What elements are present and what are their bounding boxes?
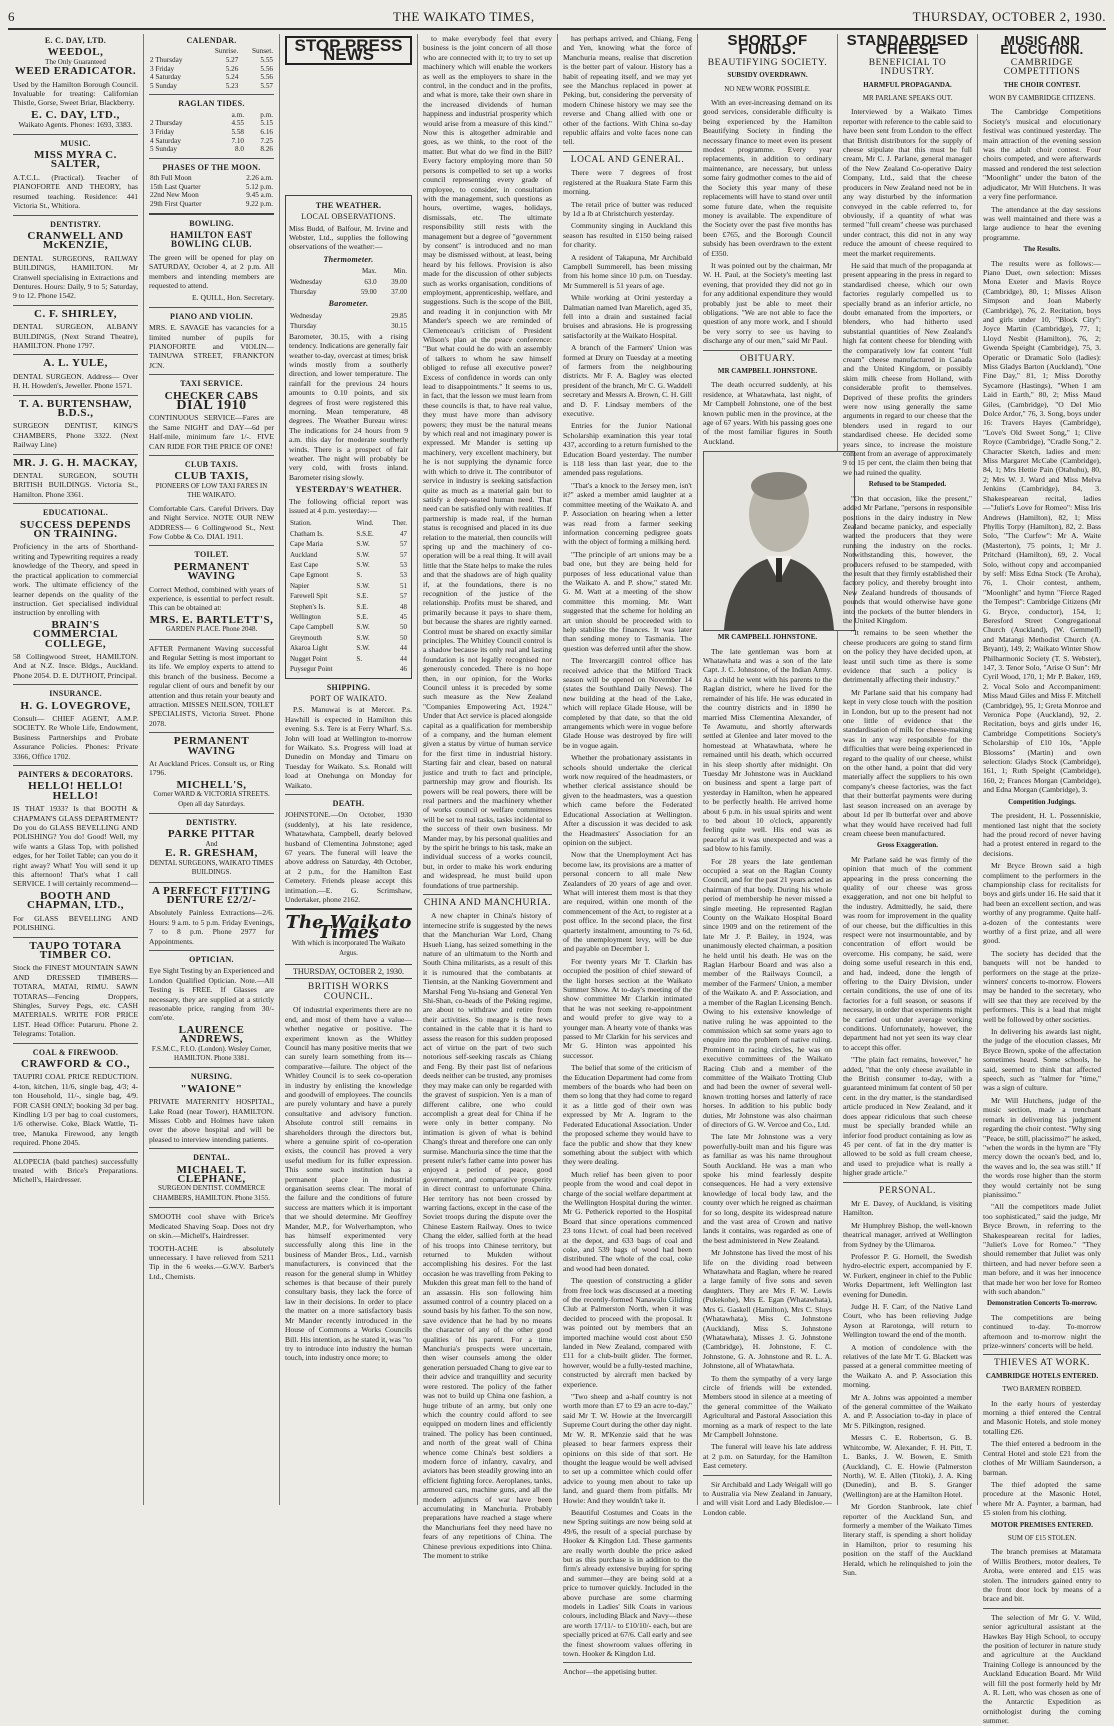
ad-title: SUCCESS DEPENDS ON TRAINING. (19, 518, 132, 541)
ad-text: 58 Collingwood Street, HAMILTON. And at N.Z. Insce. Bldgs., Auckland. Phone 2054. D. E. DUTHOIT, Principal. (13, 651, 138, 680)
masthead-rule (8, 28, 1106, 30)
article-title: MUSIC AND ELOCUTION. (1000, 33, 1084, 58)
masthead (8, 8, 1106, 26)
article-text: "On that occasion, like the present," added Mr Parlane, "persons in responsible positions in the dairy industry in New Zealand became panicky, and especially wanted the producers that they were running the industry on the rocks. Notwithstanding this, however, the producers refused to be stampeded, with the result that they firmly established their factory policy, and thereby brought into New Zealand hundreds of thousands of pounds that would otherwise have gone into the pockets of the butter blenders in the United Kingdom. (843, 493, 972, 625)
ad-text: ALOPECIA (bald patches) successfully treated with Brice's Preparations. Michell's, Hairdresser. (13, 1156, 138, 1185)
weather-station-row: Wellington S.E. 45 (290, 613, 407, 622)
paper-date: THURSDAY, OCTOBER 2, 1930. (912, 9, 1106, 24)
section-heading: MUSIC. (60, 138, 91, 148)
section-heading: BOWLING. (189, 218, 234, 228)
ad-title: CRAWFORD & CO., (21, 1057, 130, 1070)
ad-title: LAURENCE ANDREWS, (178, 1023, 245, 1046)
ad-title: MICHAEL T. CLEPHANE, (176, 1163, 247, 1186)
anchor-ad: Anchor—the appetising butter. (563, 1667, 657, 1677)
yesterday-weather-table: Station. Wind. Ther. Chatham Is. S.S.E. 47 Cape Maria S.W. 57 Auckland S.W. 57 East Cape S.W. 53 Cape Egmont S. 53 Napier S.W. 51 Farewell Spit S.E. 57 Stephen's Is. S.E. 48 Wellington S.E. 45 Cape Campbell S.W. 50 Greymouth S.W. 50 Akaroa Light S.W. 44 Nugget Point S. 44 Puysegur Point 46 (290, 519, 407, 674)
ad-text: The green will be opened for play on SATURDAY, October 4, at 2 p.m. All members and intending members are requested to attend. (149, 252, 274, 290)
personal-item: Mr A. Johns was appointed a member of the general committee of the Waikato A. and P. Association to-day in place of Mr S. Pilkington, resigned. (843, 1392, 972, 1430)
local-news-item: Whether the probationary assistants in schools should undertake the clerical work now required of the headmasters, or whether clerical assistance should be given to the headmasters, was a question which came before the Federated Educational Association at Wellington. After a discussion it was decided to ask the Headmasters' Association for an opinion on the subject. (563, 753, 692, 847)
local-news-item: "Two sheep and a-half country is not worth more than £7 to £9 an acre to-day," said Mr T. W. Howie at the Invercargill Supreme Court during the other day night. Mr W. R. M'Kenzie said that he was pleased to hear farmers express their opinions on this side of that sort. He thought the league would be well advised to set up a committee which could offer advice to young men about to take up land, and guard them from pitfalls. Mr Howie: And they wouldn't take it. (563, 1392, 692, 1505)
weather-station-row: Akaroa Light S.W. 44 (290, 644, 407, 653)
article-text: To them the sympathy of a very large circle of friends will be extended. Members stood in silence at a meeting of the general committee of the Waikato Agricultural and Pastoral Association this morning as a mark of respect to the late Mr Campbell Johnstone. (703, 1373, 832, 1439)
ad-title: "WAIONE" (180, 1082, 243, 1095)
article-text: The late Mr Johnstone was a very powerfully-built man and his figure was as familiar as was his name throughout South Auckland. He was a man who spoke his mind fearlessly despite consequences. He had a very extensive knowledge of local body law, and the county over which he reigned as chairman for so long, despite its widespread nature and the vast area of Crown and native lands it contains, was regarded as one of the best administered in New Zealand. (703, 1132, 832, 1245)
personal-item: Mr Gordon Stanbrook, late chief reporter of the Auckland Sun, and formerly a member of the Waikato Times literary staff, is spending a short holiday in Hamilton, prior to resuming his position on the staff of the Auckland Herald, which he relinquished to join the Sun. (843, 1502, 972, 1577)
local-news-item: A resident of Takapuna, Mr Archibald Campbell Summerell, has been missing from his home since 10 p.m. on Tuesday. Mr Summerell is 51 years of age. (563, 252, 692, 290)
section-heading: OPTICIAN. (189, 954, 234, 964)
section-heading: INSURANCE. (49, 689, 102, 699)
ad-title: PERMANENT WAVING (173, 735, 250, 757)
article-title: CHINA AND MANCHURIA. (423, 897, 552, 908)
article-text: The late gentleman was born at Whatawhata and was a son of the late Capt. J. C. Johnstone, of the Indian Army. As a child he went with his parents to the Raglan district, where he lived for the remainder of his life. He was educated in the country districts and in 1890 he married Miss Clementina Alexander, of Te Awamutu, and shortly afterwards settled at Glenlee and later moved to the homestead at Whatawhata, where he remained until his death, which occurred in his sleep shortly after midnight. On Tuesday Mr Johnstone was in Auckland on business and spent a large part of yesterday in Hamilton, when he appeared to be perfectly health. He arrived home about 6 p.m. in his usual spirits and went to bed about 10 o'clock, apparently feeling quite well. His end was as peaceful as it was unexpected and was a sad blow to his family. (703, 646, 832, 854)
editorial-date: THURSDAY, OCTOBER 2, 1930. (285, 964, 412, 979)
article-text: He said that much of the propaganda at present appearing in the press in regard to standardised cheese, which our own factories regularly compelled us to specially brand as an inferior article, no doubt emanated from the importers, or blenders, who had hitherto used substantial quantities of New Zealand's high fat content cheese for blending with the comparatively low fat content "full cream" cheese manufactured in Canada and the United Kingdom, or possibly skim milk cheese from Holland, with considerable profit to themselves. Deprived of these profits the grinders were now using generally the same arguments in regard to our cheese that the blenders used in regard to our standardised cheese. He decided some years since, to increase the moisture content from an average of approximately 9 to 15 per cent, the claim then being that we had ruined the quality. (843, 260, 972, 477)
section-heading: DENTISTRY. (186, 818, 237, 828)
ad-text: DENTAL SURGEON. Address— Over H. H. Howden's, Jeweller. Phone 1571. (13, 371, 138, 391)
article-text: In the early hours of yesterday morning a thief entered the Central and Masonic Hotels, and stole money totalling £26. (983, 1398, 1101, 1436)
article-text: The thief adopted the same procedure at the Masonic Hotel, where Mr A. Paynter, a barman, had £5 stolen from his clothing. (983, 1479, 1101, 1518)
weather-station-row: Cape Maria S.W. 57 (290, 540, 407, 549)
article-text: Mr Parlane said he was firmly of the opinion that much of the comment appearing in the press concerning the quality of our cheese was gross exaggeration, and not one bit helpful to the industry. Admittedly, he said, there was room for improvement in the quality of our cheese, but the difficulties in this respect were not insurmountable, and by concentration of effort would be overcome. His company, he said, were doing some useful research in this end, and had, indeed, done the length of offering to the Dairy Division, under certain conditions, the use of one of its factories for a full season, or seasons if necessary, in order that experiments might be carried out under average working conditions. Unfortunately, however, the department had not yet seen its way clear to accept this offer. (843, 854, 972, 1052)
ad-title: BRAIN'S COMMERCIAL COLLEGE, (32, 618, 119, 650)
article-text: "It remains to be seen whether the cheese producers are going to stand firm on the policy they have decided upon, at least until such time as there is some evidence that such a policy is detrimentally affecting their industry." (843, 628, 972, 685)
ad-title: CHECKER CABS (164, 389, 259, 402)
ad-title: PARKE PITTAR (167, 828, 256, 841)
column-2-calendar-ads: CALENDAR. Sunrise. Sunset. 2 Thursday 5.27 5.55 3 Friday 5.26 5.56 4 Saturday 5.24 5.56 5 Sunday 5.23 5.57 RAGLAN TIDES. a.m. p.m. 2 Thursday 4.55 5.15 3 Friday 5.58 6.16 4 Saturday 7.10 7.25 5 Sunday 8.0 8.26 PHASES OF THE MOON. 8th Full Moon 2.26 a.m. 15th Last Quarter 5.12 p.m. 22nd New Moon 9.45 a.m. 29th First Quarter 9.22 p.m. BOWLING. HAMILTON EAST BOWLING CLUB. The green will be opened for play on SATURDAY, October 4, at 2 p.m. All members and intending members are requested to attend. E. QUILL, Hon. Secretary. PIANO AND VIOLIN. MRS. E. SAVAGE has vacancies for a limited number of pupils for PIANOFORTE and VIOLIN—TAINUWA STREET, FRANKTON JCN. TAXI SERVICE. CHECKER CABS DIAL 1910 CONTINUOUS SERVICE—Fares are the Same NIGHT and DAY—6d per Half-mile, minimum fare 1/-. FIVE CAN RIDE FOR THE PRICE OF ONE! CLUB TAXIS. CLUB TAXIS, PIONEERS OF LOW TAXI FARES IN THE WAIKATO. Comfortable Cars. Careful Drivers. Day and Night Service. NOTE OUR NEW ADDRESS— 6 Collingwood St., Next Fow Cobbe & Co. DIAL 1911. TOILET. PERMANENT WAVING Correct Method, combined with years of experience, is essential to perfect result. This can be obtained at: MRS. E. BARTLETT'S, GARDEN PLACE. Phone 2048. AFTER Permanent Waving successful and Regular Setting is most important to its life. We employ experts to attend to this branch of the business. Become a regular client of ours and benefit by our attention and thus retain your beauty and attraction. MISSES NEILSON, TOILET SPECIALISTS, Victoria Street. Phone 2078. PERMANENT WAVING At Auckland Prices. Consult us, or Ring 1796. MICHELL'S, Corner WARD & VICTORIA STREETS. Open all day Saturdays. DENTISTRY. PARKE PITTAR And E. R. GRESHAM, DENTAL SURGEONS, WAIKATO TIMES BUILDINGS. A PERFECT FITTING DENTURE £2/2/- Absolutely Painless Extractions—2/6. Hours: 9 a.m. to 5 p.m. Friday Evenings, 7 to 8 p.m. Phone 2977 for Appointments. OPTICIAN. Eye Sight Testing by an Experienced and London Qualified Optician. Note.—All Testing is FREE. If Glasses are necessary, they are supplied at a strictly reasonable price, ranging from 30/- com'ete. LAURENCE ANDREWS, F.S.M.C., F.I.O. (London). Wesley Corner, HAMILTON. Phone 3381. NURSING. "WAIONE" PRIVATE MATERNITY HOSPITAL, Lake Road (near Tower), HAMILTON. Misses Cobb and Holmes have taken over the above hospital and will be pleased to interview intending patients. DENTAL. MICHAEL T. CLEPHANE, SURGEON DENTIST. COMMERCE CHAMBERS, HAMILTON. Phone 3155. SMOOTH cool shave with Brice's Medicated Shaving Soap. Does not dry on skin.—Michell's, Hairdresser. TOOTH-ACHE is absolutely unnecessary. I have relieved from 5211 Tip in the 6 weeks.—G.W.V. Barber's Ltd., Chemists. (144, 34, 280, 1505)
ad-text: PRIVATE MATERNITY HOSPITAL, Lake Road (near Tower), HAMILTON. Misses Cobb and Holmes have taken over the above hospital and will be pleased to interview intending patients. (149, 1097, 274, 1144)
section-heading: E. C. DAY, LTD. (44, 36, 107, 45)
section-heading: PAINTERS & DECORATORS. (18, 770, 133, 779)
ad-text: Comfortable Cars. Careful Drivers. Day and Night Service. NOTE OUR NEW ADDRESS— 6 Collingwood St., Next Fow Cobbe & Co. DIAL 1911. (149, 503, 274, 541)
article-title: LOCAL AND GENERAL. (570, 154, 685, 165)
ad-text: IS THAT 1933? Is that BOOTH & CHAPMAN'S GLASS DEPARTMENT? Do you do GLASS BEVELLING AND POLISHING? You do! Good! Well, my wife wants a Glass Top, with polished edges, for her Toilet Table; can you do it right away? What! You will send it up this afternoon! That's what I call SERVICE. I will certainly recommend— (13, 804, 138, 889)
article-text: "All the competitors made Juliet too sophisticated," said the judge, Mr Bryce Brown, in referring to the Shakespearean recital for ladies, "Juliet's Love for Romeo." "They should remember that Juliet was only thirteen, and had never before seen a man before, and it was her innocence that made her woo her love for Romeo with such abandon." (983, 1202, 1101, 1296)
local-news-item: The belief that some of the criticism of the Education Department had come from members of the boards who had been on them so long that they had come to regard it as a little god of their own was expressed by Mr A. Ingram to the Federated Educational Association. Under the proposed scheme they would have to face the public and show that they knew something about the subject with which they were dealing. (563, 1063, 692, 1167)
article-text: Sir Archibald and Lady Weigall will go to Australia via New Zealand in January, and will visit Lord and Lady Bledisloe.—London cable. (703, 1479, 832, 1517)
ad-title: BOOTH AND CHAPMAN, LTD., (26, 889, 125, 912)
ad-title: TAUPO TOTARA TIMBER CO. (29, 939, 122, 961)
ad-title: A. L. YULE, (43, 357, 108, 370)
weather-station-row: Napier S.W. 51 (290, 581, 407, 590)
article-text: The president, H. L. Possenniskie, mentioned last night that the society had the proud record of never having had a protest entered in regard to the decisions. (983, 811, 1101, 858)
article-title: OBITUARY. (739, 353, 796, 364)
column-3-news: STOP PRESS NEWS THE WEATHER. LOCAL OBSERVATIONS. Miss Budd, of Balfour, M. Irvine and Webster, Ltd., supplies the following observations of the weather:— Thermometer. Max. Min. Wednesday 63.0 39.00 Thursday 59.00 37.00 Barometer. Wednesday 29.85 Thursday 30.15 Barometer, 30.15, with a rising tendency. Indications are generally fair weather to-day, overcast at times; brisk winds mostly from a southerly direction, and lower temperature. The rainfall for the previous 24 hours amounts to 0.10 points, and six degrees of frost were registered this morning. Mean temperature, 48 degrees. The Weather Bureau wires: The indications for 24 hours from 9 a.m. this day for moderate southerly winds. There is a prospect of fair weather. The night will probably be very cold, with frosts inland. Barometer rising slowly. YESTERDAY'S WEATHER. The following official report was issued at 4 p.m. yesterday:— Station. Wind. Ther. Chatham Is. S.S.E. 47 Cape Maria S.W. 57 Auckland S.W. 57 East Cape S.W. 53 Cape Egmont S. 53 Napier S.W. 51 Farewell Spit S.E. 57 Stephen's Is. S.E. 48 Wellington S.E. 45 Cape Campbell S.W. 50 Greymouth S.W. 50 Akaroa Light S.W. 44 Nugget Point S. 44 Puysegur Point 46 SHIPPING. PORT OF WAIKATO. P.S. Manuwai is at Mercer. P.s. Hawhill is expected in Hamilton this evening. S.s. Tere is at Ferry Wharf. S.s. John will load at Wellington to-morrow for Waikato. S.s. Progress will load at Dunedin on Monday and Timaru on Tuesday for Waikato. S.s. Ronald will load at Onehunga on Monday for Waikato. DEATH. JOHNSTONE.—On October, 1930 (suddenly), at his late residence, Whatawhata, Campbell, dearly beloved husband of Clementina Johnstone; aged 67 years. The funeral will leave the above address on Saturday, 4th October, at 2 p.m., for the Hamilton East Cemetery. Friends please accept this intimation.—E. G. Scrimshaw, Undertaker, phone 2162. The Waikato Times With which is incorporated The Waikato Argus. THURSDAY, OCTOBER 2, 1930. BRITISH WORKS COUNCIL. Of industrial experiments there are no end, and most of them have a value—whether negative or positive. The experiment known as the Whitley Council has many positive merits that we can surely learn something from its—comparative—failure. The object of the Whitley Council is to seek co-operation in industry by enlisting the knowledge and goodwill of employees. The councils are purely voluntary and have a purely consultative and advisory function. Absolute control still remains in shareholders through the directors but, where a genuine spirit of co-operation exists, the council has proved a very useful medium for its fuller expression. This some such institution has a permanent place in industrial organisation seems clear. The moral of the failure and the conditions of future success are matters which it is important that we should determine. Mr Geoffrey Mander, M.P., for Wolverhampton, who has himself experimented very successfully along this line in the business of Mander Bros., Ltd., varnish manufacturers, is convinced that the reason for the general slump in Whitley schemes is that because of their purely consultary basis, they lack the force of law in their decisions. In order to place the matter on a more satisfactory basis Mr Mander recently introduced in the House of Commons a Works Councils Bill. His intention, as he stated it, was "to try to introduce into industry the human touch, into industry once more; to (280, 34, 418, 1505)
weather-station-row: Auckland S.W. 57 (290, 550, 407, 559)
article-text: The thief entered a bedroom in the Central Hotel and stole £21 from the clothes of Mr William Saunderson, a barman. (983, 1439, 1101, 1477)
ad-text: SURGEON DENTIST, KING'S CHAMBERS, Phone 3322. (Next Railway Line) (13, 421, 138, 450)
local-news-item: "The principle of art unions may be a bad one, but they are being held for purposes of less educational value than the Waikato A. and P. show," stated Mr. G. M. Watt at a meeting of the show committee this morning. Mr. Watt suggested that the scheme for holding an art union should be proceeded with to help stabilise the finances. It was later than sending money to Tasmania. The question was deferred until after the show. (563, 549, 692, 653)
article-text: The competitions are being continued to-day. To-morrow afternoon and to-morrow night the prize-winners' concerts will be held. (983, 1312, 1101, 1351)
section-heading: CLUB TAXIS. (184, 460, 239, 470)
ad-title: MISS MYRA C. SALTER, (34, 149, 117, 171)
article-title: STANDARDISED CHEESE (846, 32, 969, 59)
personal-item: Mr E. Davey, of Auckland, is visiting Hamilton. (843, 1198, 972, 1218)
column-8-music: MUSIC AND ELOCUTION. CAMBRIDGE COMPETITIONS THE CHOIR CONTEST. WON BY CAMBRIDGE CITIZENS. The Cambridge Competitions Society's musical and elocutionary festival was continued yesterday. The main attraction of the evening session was the adult choir contest. Four choirs competed, and were afterwards massed and rendered the test selection "Moonlight" under the baton of the adjudicator, Mr Will Hutchens. It was a very fine performance. The attendance at the day sessions was well maintained and there was a large audience to hear the evening programme. The Results. The results were as follows:— Piano Duet, own selection: Misses Mona Exeter and Mavis Royce (Cambridge), 80, 1; Misses Alison Simpson and Joan Maberly (Cambridge), 76, 2. Recitation, boys and girls under 10, "Block City": Joyce Martin (Cambridge), 77, 1; Lloyd Nesbit (Hamilton), 76, 2; Gwenda Speight (Cambridge), 75, 3. Operatic or Dramatic Solo (ladies): Miss Gladys Barton (Auckland), "One Fine Day," 81, 1; Miss Dorothy Sycamore (Hastings), "When I am Laid in Earth," 80, 2; Miss Maud Giles, (Cambridge), "O Del Mio Dolce Ardor," 76, 3. Song, boys under 16: Travers Hayes (Cambridge), "Love's Old Sweet Song," 1; Clive Royce (Cambridge), "Cradle Song," 2. Character Sketch, ladies and men: Miss Margaret McCabe (Cambridge), 84, 1; Mrs Hettie Pain (Otahuhu), 80, 2; Mrs W. J. Ward and Miss Melva Jenkins (Cambridge), 84, 3. Shakespearean recital, ladies—"Juliet's Love for Romeo": Miss Iris Andrews (Hamilton), 82, 1; Miss Phyllis Torpy (Hamilton), 82, 2. Bass Solo, "The Curfew": Mr A. Waite (Masterton), 75 points, 1; Mr J. Pritchard (Hamilton), 69, 2. Vocal Solo, without copy and accompanied by self: Miss Edna Stock (Te Aroha), 76, 1. Choir contest, anthem, "Moonlight" and hymn "Fierce Raged the Tempest": Cambridge Citizens (Mr G. Bryce, conductor), 154, 1; Beresford Street Congregational Church (Auckland), (W. Gemmell) and Matangi Methodist Church (A. Bryant), 149, 2; Waikato Winter Show Philharmonic Society (T. S. Webster), 147, 3. Tenor Solo, "Arise O Sun": Mr Cyril Wood, 170, 1; Mr P. Baker, 169, 2. Vocal Solo and Accompaniment: Miss Maud Giles and Miss F. Mitchell (Cambridge), 95, 1; Greta Monroe and Veronica Pope (Auckland), 92, 2. Recitation, boys and girls under 16, Cambridge Competitions Society's Scholarship of £10 10s, "Apple Blossoms" (Martin) and own selection: Gladys Stock (Cambridge), 161, 1; Ruth Speight (Cambridge), 160, 2; Frances Morgan (Cambridge), and Edna Morgan (Cambridge), 3. Competition Judgings. The president, H. L. Possenniskie, mentioned last night that the society had the proud record of never having had a protest entered in regard to the decisions. Mr Bryce Brown said a high compliment to the performers in the championship class for recitalists for boys and girls under 16. He said that it had been an excellent section, and was worthy of any programme. Quite half-a-dozen of the contestants were worthy of a first prize, and all were good. The society has decided that the banquets will not be handed to performers on the stage at the prize-winners' concerts to-morrow. Flowers may be handed to the secretary, who will see that they are received by the performers. This is a lead that might well be followed by other societies. In delivering his awards last night, the judge of the elocution classes, Mr Bryce Brown, spoke of the affectation sometimes heard. Some schools, he said, seemed to think that affected speech, such as "talmer for "time," was a sign of culture. Mr Will Hutchens, judge of the music section, made a trenchant remark in delivering his judgment regarding the choir contest. "Why sing "Peace, be still, placissimo?" he asked, "when the words in the hymn are "Fly mercy down the ocean's bed, and lo, the waves and lo, the sea was still." If the words rose higher than the storm they would certainly not be sung pianissimo." "All the competitors made Juliet too sophisticated," said the judge, Mr Bryce Brown, in referring to the Shakespearean recital for ladies, "Juliet's Love for Romeo." "They should remember that Juliet was only thirteen, and had never before seen a man before, and it was her innocence that made her woo her love for Romeo with such abandon." Demonstration Concerts To-morrow. The competitions are being continued to-day. To-morrow afternoon and to-morrow night the prize-winners' concerts will be held. THIEVES AT WORK. CAMBRIDGE HOTELS ENTERED. TWO BARMEN ROBBED. In the early hours of yesterday morning a thief entered the Central and Masonic Hotels, and stole money totalling £26. The thief entered a bedroom in the Central Hotel and stole £21 from the clothes of Mr William Saunderson, a barman. The thief adopted the same procedure at the Masonic Hotel, where Mr A. Paynter, a barman, had £5 stolen from his clothing. MOTOR PREMISES ENTERED. SUM OF £15 STOLEN. The branch premises at Matamata of Willis Brothers, motor dealers, Te Aroha, were entered and £15 was stolen. The intruders gained entry to the front door lock by means of a brace and bit. The selection of Mr G. V. Wild, senior agricultural assistant at the Hawkes Bay High School, to occupy the position of lecturer in nature study and agriculture at the Auckland Training College is announced by the Auckland Education Board. Mr Wild will fill the post formerly held by Mr A. R. Lett, who was chosen as one of the Antarctic Expedition as ornithologist during the coming summer. (983, 33, 1101, 1726)
death-notice: JOHNSTONE.—On October, 1930 (suddenly), at his late residence, Whatawhata, Campbell, dearly beloved husband of Clementina Johnstone; aged 67 years. The funeral will leave the above address on Saturday, 4th October, at 2 p.m., for the Hamilton East Cemetery. Friends please accept this intimation.—E. G. Scrimshaw, Undertaker, phone 2162. (285, 810, 412, 905)
column-4-editorial (418, 34, 558, 1560)
article-title: PERSONAL. (879, 1185, 936, 1196)
local-news-item: The retail price of butter was reduced by 1d a lb at Christchurch yesterday. (563, 199, 692, 218)
article-text: The Cambridge Competitions Society's musical and elocutionary festival was continued yesterday. The main attraction of the evening session was the adult choir contest. Four choirs competed, and were afterwards massed and rendered the test selection "Moonlight" under the baton of the adjudicator, Mr Will Hutchens. It was a very fine performance. (983, 107, 1101, 202)
section-heading: EDUCATIONAL. (42, 508, 108, 518)
article-text: The death occurred suddenly, at his residence, at Whatawhata, last night, of Mr Campbell Johnstone, one of the best known public men in the province, at the age of 67 years. With his passing goes one of the most familiar figures in South Auckland. (703, 380, 832, 446)
weather-station-row: Stephen's Is. S.E. 48 (290, 602, 407, 611)
ad-title: H. G. LOVEGROVE, (20, 699, 131, 712)
weather-station-row: Greymouth S.W. 50 (290, 633, 407, 642)
article-text: Interviewed by a Waikato Times reporter with reference to the cable said to have been sent from London to the effect that British distributors for the supply of cheese stipulate that this must be full cream, Mr C. J. Parlane, general manager of the New Zealand Co-operative Dairy Company, Ltd., said that the cheese producers in New Zealand need not be in any way disturbed by the information conveyed in the cable referred to, for obviously, if a quantity of what was termed "full cream" cheese was purchased under contract, this did not in any way reduce the amount of cheese required to meet the market requirements. (843, 107, 972, 258)
local-items (563, 168, 692, 1658)
weather-station-row: Farewell Spit S.E. 57 (290, 592, 407, 601)
ad-text: TAUPIRI COAL PRICE REDUCTION. 4-ton, kitchen, 11/6, single bag, 4/3; 4-ton Household, 11/-, single bag, 4/9. FOR CASH ONLY; booking 3d per bag. Kindling 1/3 per bag to coal customers, 1/6 otherwise. Coke, Black Wattle, Ti-tree, Manuka Firewood, any length required. Phone 2045. (13, 1072, 138, 1148)
ad-text: DENTAL SURGEON, ALBANY BUILDINGS, (Next Strand Theatre), HAMILTON. Phone 1797. (13, 322, 138, 350)
ad-text: At Auckland Prices. Consult us, or Ring 1796. (149, 759, 274, 778)
section-heading: PHASES OF THE MOON. (162, 162, 261, 172)
article-text: to make everybody feel that every business is the joint concern of all those who are connected with it; to try to set up machinery which will enable the workers as well as the employers to share in the control, in the conduct and in the profits, and what is more, take their own share in the increased dividends of human happiness and industrial prosperity which would arise from a measure of this kind." Now this is altogether admirable and goes, as we think, to the root of the matter. But what do we find in the Bill? Every factory employing more than 50 persons is compelled to set up a works council representing every grade of employee, to consider, in consultation with the management, such questions as hours, overtime, wages, holidays, dismissals, etc. The ultimate responsibility still rests with the management but a degree of "government by consent" is introduced and no man may be dismissed without, at least, being heard by his fellows. Provision is also made for the discussion of other subjects such as works organisation, conditions of employment, apprenticeship, welfare, and suggestions. Such is the scope of the Bill, and reading it in conjunction with Mr Mander's speech we are reminded of Clemenceau's criticism of President Wilson's plan at the peace conference: "But what could he do with an assembly of talkers to whom he saw himself obliged to refuse all executive power? Excess of confidence in words can only lead to disappointments." It seems to us, in fact, that the lesson we must learn from these councils is that, to have real value, they must have more than advisory powers; they must be the natural means by which real and not imaginary power is expressed. Mr Mander is setting up machinery, very excellent machinery, but he is not supplying the dynamic force with which to drive it. The contributor of service in industry is seeking satisfaction quite as much as a material gain but to satisfy a deep-seated human need. That need can be satisfied only with realities. If partnership is made real, if the human status is recognised and placed in its due relation to the material, then councils will spring up and the machinery of co-operation will be a real thing. It will avail little that the State helps to make the rules and that the shadows are of high quality if, at the foundations, there is no recognition of the justice of the relationship. Profits must be shared, and primarily because it pays to share them, but because the shares are rightly earned. Control must be shared on exactly similar principles. The Whitley Council control is a shadow because its only real and lasting foundation is not legally recognised nor generously conceded. There is no hope then, in our opinion, for the Works Council unless it is preceded by some such measure as the New Zealand "Companies Empowering Act, 1924." Under that Act service is placed alongside capital as a qualification for membership of a company, and the human element given a status by virtue of human service for the first time in industrial history. Starting fair and clear, based on natural justice and truth to fact and principle, partnership may grow and flourish. Its powers will be real powers, there will be real partners and the machinery whether of works council or welfare committees will be set to real tasks, tasks incidental to the success of their own business. Mr Mander may, by his personal qualities and by the spirit he brings to his task, make an individual success of a works council, but, in order to make his work enduring and widespread, he must build upon foundations of true partnership. (423, 34, 552, 890)
ad-title: MICHELL'S, (176, 778, 247, 791)
ad-text: Eye Sight Testing by an Experienced and London Qualified Optician. Note.—All Testing is FREE. If Glasses are necessary, they are supplied at a strictly reasonable price, ranging from 30/- com'ete. (149, 966, 275, 1023)
ad-text: TOOTH-ACHE is absolutely unnecessary. I have relieved from 5211 Tip in the 6 weeks.—G.W.V. Barber's Ltd., Chemists. (149, 1243, 274, 1281)
ad-title: CRANWELL AND McKENZIE, (27, 229, 124, 252)
local-news-item: A branch of the Farmers' Union was formed at Drury on Tuesday at a meeting of farmers from the neighbouring districts. Mr F. A. Bagley was elected president of the branch, Mr C. G. Waddell secretary and Messrs A. Brown, C. H. Gill and D. F. Lindsay members of the executive. (563, 343, 692, 419)
stop-press-space (285, 71, 412, 191)
ad-title: PERMANENT WAVING (173, 560, 250, 583)
portrait-illustration (704, 452, 854, 630)
weather-station-row: Chatham Is. S.S.E. 47 (290, 529, 407, 538)
ad-text: DENTAL SURGEON, SOUTH BRITISH BUILDINGS. Victoria St., Hamilton. Phone 3361. (13, 471, 138, 499)
sunrise-table: Sunrise. Sunset. 2 Thursday 5.27 5.55 3 Friday 5.26 5.56 4 Saturday 5.24 5.56 5 Sunday 5.23 5.57 (150, 47, 273, 90)
weather-station-row: Cape Campbell S.W. 50 (290, 623, 407, 632)
column-7-cheese: STANDARDISED CHEESE BENEFICIAL TO INDUSTRY. HARMFUL PROPAGANDA. MR PARLANE SPEAKS OUT. Interviewed by a Waikato Times reporter with reference to the cable said to have been sent from London to the effect that British distributors for the supply of cheese stipulate that this must be full cream, Mr C. J. Parlane, general manager of the New Zealand Co-operative Dairy Company, Ltd., said that the cheese producers in New Zealand need not be in any way disturbed by the information conveyed in the cable referred to, for obviously, if a quantity of what was termed "full cream" cheese was purchased under contract, this did not in any way reduce the amount of cheese required to meet the market requirements. He said that much of the propaganda at present appearing in the press in regard to standardised cheese, which our own factories regularly compelled us to specially brand as an inferior article, no doubt emanated from the importers, or blenders, who had hitherto used substantial quantities of New Zealand's high fat content cheese for blending with the comparatively low fat content "full cream" cheese manufactured in Canada and the United Kingdom, or possibly skim milk cheese from Holland, with considerable profit to themselves. Deprived of these profits the grinders were now using generally the same arguments in regard to our cheese that the blenders used in regard to our standardised cheese. He decided some years since, to increase the moisture content from an average of approximately 9 to 15 per cent, the claim then being that we had ruined the quality. Refused to be Stampeded. "On that occasion, like the present," added Mr Parlane, "persons in responsible positions in the dairy industry in New Zealand became panicky, and especially wanted the producers that they were running the industry on the rocks. Notwithstanding this, however, the producers refused to be stampeded, with the result that they firmly established their factory policy, and thereby brought into New Zealand hundreds of thousands of pounds that would otherwise have gone into the pockets of the butter blenders in the United Kingdom. "It remains to be seen whether the cheese producers are going to stand firm on the policy they have decided upon, at least until such time as there is some evidence that such a policy is detrimentally affecting their industry." Mr Parlane said that his company had kept in very close touch with the position in London, but up to the present had not one little of evidence that the standardisation of milk for cheese-making was in any way responsible for the difficulties that were being experienced in regard to the quality of our cheese, whilst on the other hand, a point that did very materially affect the suppliers to his own company's cheese factories, was the fact that their butterfat payments were during last season increased on an average by about 1d per lb butterfat over and above what they would have received had full cream cheese been manufactured. Gross Exaggeration. Mr Parlane said he was firmly of the opinion that much of the comment appearing in the press concerning the quality of our cheese was gross exaggeration, and not one bit helpful to the industry. Admittedly, he said, there was room for improvement in the quality of our cheese, but the difficulties in this respect were not insurmountable, and by concentration of effort would be overcome. His company, he said, were doing some useful research in this end, and had, indeed, done the length of offering to the Dairy Division, under certain conditions, the use of one of its factories for a full season, or seasons if necessary, in order that experiments might be carried out under average working conditions. Unfortunately, however, the department had not yet seen its way clear to accept this offer. "The plain fact remains, however," he added, "that the only cheese available in the British consumer to-day, with a guaranteed minimum fat content of 50 per cent. in the dry matter, is the standardised article produced in New Zealand, and it does appear ridiculous that such cheese must be specially branded while an inferior food product containing as low as 45 per cent. of fat in the dry matter is allowed to be sold as full cream cheese, and used to prejudice what is really a higher grade article." PERSONAL. Mr E. Davey, of Auckland, is visiting Hamilton. Mr Humphrey Bishop, the well-known theatrical manager, arrived at Wellington from Sydney by the Ulimaroa. Professor P. G. Hornell, the Swedish hydro-electric expert, accompanied by F. W. Furkert, engineer in chief to the Public Works Department, left Wellington last evening for Dunedin. Judge H. F. Carr, of the Native Land Court, who has been relieving Judge Ayson at Rarotonga, will return to Wellington toward the end of the month. A motion of condolence with the relatives of the late Mr T. G. Blackett was passed at a general committee meeting of the Waikato A. and P. Association this morning. Mr A. Johns was appointed a member of the general committee of the Waikato A. and P. Association to-day in place of Mr S. Pilkington, resigned. Messrs C. E. Robertson, G. B. Whitcombe, W. Alexander, F. H. Pitt, T. L. Banks, J. W. Bowen, E. Smith (Auckland), C. E. Howie (Palmerston North), W. E. Allen (Titoki), J. A. King (Dunedin), and B. S. Granger (Wellington) are at the Hamilton Hotel. Mr Gordon Stanbrook, late chief reporter of the Auckland Sun, and formerly a member of the Waikato Times literary staff, is spending a short holiday in Hamilton, prior to resuming his position on the staff of the Auckland Herald, which he relinquished to join the Sun. (838, 34, 978, 1505)
local-news-item: Community singing in Auckland this season has resulted in £150 being raised for charity. (563, 221, 692, 250)
shipping-text: P.S. Manuwai is at Mercer. P.s. Hawhill is expected in Hamilton this evening. S.s. Tere is at Ferry Wharf. S.s. John will load at Wellington to-morrow for Waikato. S.s. Progress will load at Dunedin on Monday and Timaru on Tuesday for Waikato. S.s. Ronald will load at Onehunga on Monday for Waikato. (285, 705, 412, 790)
stop-press-banner: STOP PRESS NEWS (285, 36, 412, 65)
ad-text: Consult— CHIEF AGENT, A.M.P. SOCIETY. Re Whole Life, Endowment, Business Partnerships and Probate Assurance Policies. Phones: Private 3366, Office 1702. (13, 713, 138, 761)
article-text: Of industrial experiments there are no end, and most of them have a value—whether negative or positive. The experiment known as the Whitley Council has many positive merits that we can surely learn something from its—comparative—failure. The object of the Whitley Council is to seek co-operation in industry by enlisting the knowledge and goodwill of employees. The councils are purely voluntary and have a purely consultative and advisory function. Absolute control still remains in shareholders through the directors but, where a genuine spirit of co-operation exists, the council has proved a very useful medium for its fuller expression. This some such institution has a permanent place in industrial organisation seems clear. The moral of the failure and the conditions of future success are matters which it is important that we should determine. Mr Geoffrey Mander, M.P., for Wolverhampton, who has himself experimented very successfully along this line in the business of Mander Bros., Ltd., varnish manufacturers, is convinced that the reason for the general slump in Whitley schemes is that because of their purely consultary basis, they lack the force of law in their decisions. In order to place the matter on a more satisfactory basis Mr Mander recently introduced in the House of Commons a Works Councils Bill. His intention, as he stated it, was "to try to introduce into industry the human touch, into industry once more; to (285, 1005, 412, 1363)
section-heading: PIANO AND VIOLIN. (170, 311, 253, 321)
weather-station-row: Cape Egmont S. 53 (290, 571, 407, 580)
ad-title: HAMILTON EAST BOWLING CLUB. (170, 229, 253, 250)
article-text: In delivering his awards last night, the judge of the elocution classes, Mr Bryce Brown, spoke of the affectation sometimes heard. Some schools, he said, seemed to think that affected speech, such as "talmer for "time," was a sign of culture. (983, 1027, 1101, 1093)
ad-title: MRS. E. BARTLETT'S, (149, 613, 274, 626)
ad-text: Absolutely Painless Extractions—2/6. Hours: 9 a.m. to 5 p.m. Friday Evenings, 7 to 8 p.m. Phone 2977 for Appointments. (149, 908, 274, 946)
section-heading: RAGLAN TIDES. (178, 99, 245, 109)
personal-item: A motion of condolence with the relatives of the late Mr T. G. Blackett was passed at a general committee meeting of the Waikato A. and P. Association this morning. (843, 1342, 972, 1390)
column-6-obituary: SHORT OF FUNDS. BEAUTIFYING SOCIETY. SUBSIDY OVERDRAWN. NO NEW WORK POSSIBLE. With an ever-increasing demand on its good services, considerable difficulty is being experienced by the Hamilton Beautifying Society in finding the necessary finance to meet even its present modest programme. Every year replacements, in addition to ordinary maintenance, are necessary, but unless some fairy godmother comes to the aid of the Society this year many of these replacements will have to stand over until some future date, when the requisite money is available. The expenditure of the Society over the past five months has been £765, and the Borough Council subsidy has been overdrawn to the extent of £350. It was pointed out by the chairman, Mr W. H. Paul, at the Society's meeting last evening, that provided they did not go in for any additional expenditure they would probably just be able to meet their obligations. "We are not able to face the question of any more work, and I should be very sorry to see us having to discharge any of our men," said Mr Paul. OBITUARY. MR CAMPBELL JOHNSTONE. The death occurred suddenly, at his residence, at Whatawhata, last night, of Mr Campbell Johnstone, one of the best known public men in the province, at the age of 67 years. With his passing goes one of the most familiar figures in South Auckland. MR CAMPBELL JOHNSTONE. The late gentleman was born at Whatawhata and was a son of the late Capt. J. C. Johnstone, of the Indian Army. As a child he went with his parents to the Raglan district, where he lived for the remainder of his life. He was educated in the country districts and in 1890 he married Miss Clementina Alexander, of Te Awamutu, and shortly afterwards settled at Glenlee and later moved to the homestead at Whatawhata, where he remained until his death, which occurred in his sleep shortly after midnight. On Tuesday Mr Johnstone was in Auckland on business and spent a large part of yesterday in Hamilton, when he appeared to be perfectly health. He arrived home about 6 p.m. in his usual spirits and went to bed about 10 o'clock, apparently feeling quite well. His end was as peaceful as it was unexpected and was a sad blow to his family. For 28 years the late gentleman occupied a seat on the Raglan County Council, and for the past 21 years acted as chairman of that body. During his whole period of membership he never missed a single meeting. He represented Raglan County on the Waikato Hospital Board since 1909 and on the retirement of the late Mr J. P. Bailey, in 1924, was unanimously elected chairman, a position he held until his death. He was on the Raglan Harbour Board and was also a member of the Railways Council, a member of the Farmers' Union, a member of the Waikato A. and P. Association, and a member of the Raglan Licensing Bench. Owing to his extensive knowledge of native ruling he was appointed to the commission which sat some years ago to enquire into the problem of native ruling. Prominent in racing circles, he was on executive committees of the Waikato Racing Club and a member of the committee of the Waikato Trotting Club and had been the owner of several well-known trotting horses and latterly of race horses. In addition to his public body duties, Mr Johnstone was also chairman of directors of G. W. Vercoe and Co., Ltd. The late Mr Johnstone was a very powerfully-built man and his figure was as familiar as was his name throughout South Auckland. He was a man who spoke his mind fearlessly despite consequences. He had a very extensive knowledge of local body law, and the county over which he reigned as chairman for so long, despite its widespread nature and the vast area of Crown and native lands it contains, was regarded as one of the best administered in New Zealand. Mr Johnstone has lived the most of his life on the dividing road between Whatawhata and Raglan, where he reared a large family of five sons and seven daughters. They are Mrs F. W. Lewis (Pukekohe), Mrs E. Egan (Whatawhata), Mrs G. Gaskell (Hamilton), Mrs C. Sluys (Whatawhata), Miss C. Johnstone (Auckland), Miss S. Johnstone (Whatawhata), Misses J. G. Johnstone (Cambridge), H. Johnstone, F. C. Johnstone, G. A. Johnstone and R. L. A. Johnstone, all of Whatawhata. To them the sympathy of a very large circle of friends will be extended. Members stood in silence at a meeting of the general committee of the Waikato Agricultural and Pastoral Association this morning as a mark of respect to the late Mr Campbell Johnstone. The funeral will leave his late address at 2 p.m. on Saturday, for the Hamilton East cemetery. Sir Archibald and Lady Weigall will go to Australia via New Zealand in January, and will visit Lord and Lady Bledisloe.—London cable. (698, 34, 838, 1505)
ad-title: A PERFECT FITTING DENTURE £2/2/- (152, 884, 271, 906)
article-text: The society has decided that the banquets will not be handed to performers on the stage at the prize-winners' concerts to-morrow. Flowers may be handed to the secretary, who will see that they are received by the performers. This is a lead that might well be followed by other societies. (983, 948, 1101, 1024)
article-text: The attendance at the day sessions was well maintained and there was a large audience to hear the evening programme. (983, 204, 1101, 242)
ad-text: CONTINUOUS SERVICE—Fares are the Same NIGHT and DAY—6d per Half-mile, minimum fare 1/-. FIVE CAN RIDE FOR THE PRICE OF ONE! (149, 413, 274, 451)
weather-box: THE WEATHER. LOCAL OBSERVATIONS. Miss Budd, of Balfour, M. Irvine and Webster, Ltd., supplies the following observations of the weather:— Thermometer. Max. Min. Wednesday 63.0 39.00 Thursday 59.00 37.00 Barometer. Wednesday 29.85 Thursday 30.15 Barometer, 30.15, with a rising tendency. Indications are generally fair weather to-day, overcast at times; brisk winds mostly from a southerly direction, and lower temperature. The rainfall for the previous 24 hours amounts to 0.10 points, and six degrees of frost were registered this morning. Mean temperature, 48 degrees. The Weather Bureau wires: The indications for 24 hours from 9 a.m. this day for moderate southerly winds. There is a prospect of fair weather. The night will probably be very cold, with frosts inland. Barometer rising slowly. YESTERDAY'S WEATHER. The following official report was issued at 4 p.m. yesterday:— Station. Wind. Ther. Chatham Is. S.S.E. 47 Cape Maria S.W. 57 Auckland S.W. 57 East Cape S.W. 53 Cape Egmont S. 53 Napier S.W. 51 Farewell Spit S.E. 57 Stephen's Is. S.E. 48 Wellington S.E. 45 Cape Campbell S.W. 50 Greymouth S.W. 50 Akaroa Light S.W. 44 Nugget Point S. 44 Puysegur Point 46 (285, 195, 412, 679)
section-heading: TOILET. (194, 550, 229, 560)
article-text: With an ever-increasing demand on its good services, considerable difficulty is being experienced by the Hamilton Beautifying Society in finding the necessary finance to meet even its present modest programme. Every year replacements, in addition to ordinary maintenance, are necessary, but unless some fairy godmother comes to the aid of the Society this year many of these replacements will have to stand over until some future date, when the requisite money is available. The expenditure of the Society over the past five months has been £765, and the Borough Council subsidy has been overdrawn to the extent of £350. (703, 98, 832, 258)
section-heading: COAL & FIREWOOD. (32, 1047, 119, 1057)
ad-text: AFTER Permanent Waving successful and Regular Setting is most important to its life. We employ experts to attend to this branch of the business. Become a regular client of ours and benefit by our attention and thus retain your beauty and attraction. MISSES NEILSON, TOILET SPECIALISTS, Victoria Street. Phone 2078. (149, 643, 274, 728)
section-heading: DEATH. (332, 798, 365, 808)
article-text: Mr Parlane said that his company had kept in very close touch with the position in London, but up to the present had not one little of evidence that the standardisation of milk for cheese-making was in any way responsible for the difficulties that were being experienced in regard to the quality of our cheese, whilst on the other hand, a point that did very materially affect the suppliers to his own company's cheese factories, was the fact that their butterfat payments were during last season increased on an average by about 1d per lb butterfat over and above what they would have received had full cream cheese been manufactured. (843, 687, 972, 838)
article-text: Mr Johnstone has lived the most of his life on the dividing road between Whatawhata and Raglan, where he reared a large family of five sons and seven daughters. They are Mrs F. W. Lewis (Pukekohe), Mrs E. Egan (Whatawhata), Mrs G. Gaskell (Hamilton), Mrs C. Sluys (Whatawhata), Miss C. Johnstone (Auckland), Miss S. Johnstone (Whatawhata), Misses J. G. Johnstone (Cambridge), H. Johnstone, F. C. Johnstone, G. A. Johnstone and R. L. A. Johnstone, all of Whatawhata. (703, 1248, 832, 1371)
personal-item: Mr Humphrey Bishop, the well-known theatrical manager, arrived at Wellington from Sydney by the Ulimaroa. (843, 1220, 972, 1249)
local-news-item: Entries for the Junior National Scholarship examination this year total 437, according to a return furnished to the Education Board yesterday. The number is 118 less than last year, due to the amended pass regulations. (563, 421, 692, 478)
section-heading: CALENDAR. (186, 36, 237, 45)
ad-title: HELLO! HELLO! HELLO! (28, 780, 123, 802)
article-text: It was pointed out by the chairman, Mr W. H. Paul, at the Society's meeting last evening, that provided they did not go in for any additional expenditure they would probably just be able to meet their obligations. "We are not able to face the question of any more work, and I should be very sorry to see us having to discharge any of our men," said Mr Paul. (703, 260, 832, 346)
section-heading: TAXI SERVICE. (180, 379, 243, 389)
results-text: The results were as follows:— Piano Duet, own selection: Misses Mona Exeter and Mavis Royce (Cambridge), 80, 1; Misses Alison Simpson and Joan Maberly (Cambridge), 76, 2. Recitation, boys and girls under 10, "Block City": Joyce Martin (Cambridge), 77, 1; Lloyd Nesbit (Hamilton), 76, 2; Gwenda Speight (Cambridge), 75, 3. Operatic or Dramatic Solo (ladies): Miss Gladys Barton (Auckland), "One Fine Day," 81, 1; Miss Dorothy Sycamore (Hastings), "When I am Laid in Earth," 80, 2; Miss Maud Giles, (Cambridge), "O Del Mio Dolce Ardor," 76, 3. Song, boys under 16: Travers Hayes (Cambridge), "Love's Old Sweet Song," 1; Clive Royce (Cambridge), "Cradle Song," 2. Character Sketch, ladies and men: Miss Margaret McCabe (Cambridge), 84, 1; Mrs Hettie Pain (Otahuhu), 80, 2; Mrs W. J. Ward and Miss Melva Jenkins (Cambridge), 84, 3. Shakespearean recital, ladies—"Juliet's Love for Romeo": Miss Iris Andrews (Hamilton), 82, 1; Miss Phyllis Torpy (Hamilton), 82, 2. Bass Solo, "The Curfew": Mr A. Waite (Masterton), 75 points, 1; Mr J. Pritchard (Hamilton), 69, 2. Vocal Solo, without copy and accompanied by self: Miss Edna Stock (Te Aroha), 76, 1. Choir contest, anthem, "Moonlight" and hymn "Fierce Raged the Tempest": Cambridge Citizens (Mr G. Bryce, conductor), 154, 1; Beresford Street Congregational Church (Auckland), (W. Gemmell) and Matangi Methodist Church (A. Bryant), 149, 2; Waikato Winter Show Philharmonic Society (T. S. Webster), 147, 3. Tenor Solo, "Arise O Sun": Mr Cyril Wood, 170, 1; Mr P. Baker, 169, 2. Vocal Solo and Accompaniment: Miss Maud Giles and Miss F. Mitchell (Cambridge), 95, 1; Greta Monroe and Veronica Pope (Auckland), 92, 2. Recitation, boys and girls under 16, Cambridge Competitions Society's Scholarship of £10 10s, "Apple Blossoms" (Martin) and own selection: Gladys Stock (Cambridge), 161, 1; Ruth Speight (Cambridge), 160, 2; Frances Morgan (Cambridge), and Edna Morgan (Cambridge), 3. (983, 258, 1101, 795)
personal-item: Professor P. G. Hornell, the Swedish hydro-electric expert, accompanied by F. W. Furkert, engineer in chief to the Public Works Department, left Wellington last evening for Dunedin. (843, 1251, 972, 1299)
ad-text: A.T.C.L. (Practical). Teacher of PIANOFORTE AND THEORY, has resumed teaching. Residence: 441 Victoria St., Whitiora. (13, 172, 138, 211)
weedol-ad: WEEDOL, The Only Guaranteed WEED ERADICATOR. (14, 46, 137, 78)
ad-title: MR. J. G. H. MACKAY, (13, 456, 138, 469)
personal-items (843, 1199, 972, 1577)
article-title: SHORT OF FUNDS. (727, 32, 808, 59)
ad-text: Correct Method, combined with years of experience, is essential to perfect result. This can be obtained at: (149, 584, 274, 613)
ad-title: T. A. BURTENSHAW, B.D.S., (19, 397, 132, 419)
weather-station-row: East Cape S.W. 53 (290, 561, 407, 570)
ad-title: CLUB TAXIS, (174, 470, 249, 483)
portrait-photo (703, 451, 855, 631)
ad-text: SMOOTH cool shave with Brice's Medicated Shaving Soap. Does not dry on skin.—Michell's, Hairdresser. (149, 1212, 274, 1241)
moon-table: 8th Full Moon 2.26 a.m. 15th Last Quarter 5.12 p.m. 22nd New Moon 9.45 a.m. 29th First Quarter 9.22 p.m. (150, 174, 273, 208)
article-text: The selection of Mr G. V. Wild, senior agricultural assistant at the Hawkes Bay High School, to occupy the position of lecturer in nature study and agriculture at the Auckland Training College is announced by the Auckland Education Board. Mr Wild will fill the post formerly held by Mr A. R. Lett, who was chosen as one of the Antarctic Expedition as ornithologist during the coming summer. (983, 1612, 1101, 1726)
tides-table: a.m. p.m. 2 Thursday 4.55 5.15 3 Friday 5.58 6.16 4 Saturday 7.10 7.25 5 Sunday 8.0 8.26 (150, 110, 273, 154)
article-text: has perhaps arrived, and Chiang, Feng and Yen, knowing what the force of Manchuria means, realise that discretion is the better part of valour. History has a habit of repeating itself, and we may yet see the Manchus replaced in power at Peking, but, considering the perversity of modern Chinese history we may see the reverse and Chang allied with one or other of the factions. With China so-day republic affairs and volte faces none can tell. (563, 34, 692, 147)
local-news-item: Now that the Unemployment Act has become law, its provisions are a matter of personal concern to all male New Zealanders of 20 years of age and over. What will interest them most is that they are required, within one month of the commencement of the Act, to register at a post office. In the second place, the first quarterly instalment, amounting to 7s 6d, of the unemployment levy, will be due and payable on December 1. (563, 850, 692, 954)
section-heading: DENTAL. (193, 1153, 230, 1163)
article-text: The funeral will leave his late address at 2 p.m. on Saturday, for the Hamilton East cemetery. (703, 1442, 832, 1471)
personal-item: Messrs C. E. Robertson, G. B. Whitcombe, W. Alexander, F. H. Pitt, T. L. Banks, J. W. Bowen, E. Smith (Auckland), C. E. Howie (Palmerston North), W. E. Allen (Titoki), J. A. King (Dunedin), and B. S. Granger (Wellington) are at the Hamilton Hotel. (843, 1433, 972, 1499)
local-news-item: "That's a knock to the Jersey men, isn't it?" asked a member amid laughter at a committee meeting of the Waikato A. and P. Association on hearing when a letter was read from a farmer seeking information concerning pedigree goats with the object of forming a milking herd. (563, 480, 692, 547)
paper-name: THE WAIKATO TIMES, (393, 9, 535, 24)
article-title: BRITISH WORKS COUNCIL. (307, 982, 390, 1002)
local-news-item: While working at Orini yesterday a Dalmatian named Ivan Marelich, aged 35, fell into a drain and sustained facial bruises and abrasions. He is progressing satisfactorily at the Waikato Hospital. (563, 293, 692, 340)
local-news-item: The Invercargill control office has received advice that the Milford Track season will be opened on November 14 (states the Southland Daily News). The new building at the head of the Lake, which will replace Glade House, will be completed by that date, so that the old arrangements which were in vogue before Glade House was destroyed by fire will be in vogue again. (563, 656, 692, 750)
local-news-item: Much relief has been given to poor people from the wood and coal depot in charge of the social welfare department at the Wellington Hospital during the winter. Mr G. Petherick reported to the Hospital Board that since operations commenced 23 tons 11cwt. of coal had been received at the depot, and 633 bags of coal and coke, and 539 bags of wood had been distributed. The whole of the coal, coke and wood had been donated. (563, 1169, 692, 1273)
page-number: 6 (8, 9, 15, 24)
article-title: THIEVES AT WORK. (993, 1358, 1091, 1369)
paper-title: The Waikato Times (285, 912, 412, 943)
ad-text: Proficiency in the arts of Shorthand-writing and Typewriting requires a ready knowledge of the Theory, and speed in the practical application to commercial work. The ultimate efficiency of the learner depends on the quality of the instruction. Get specialised individual instruction by enrolling with (13, 542, 138, 618)
column-1-classifieds: E. C. DAY, LTD. WEEDOL, The Only Guaranteed WEED ERADICATOR. Used by the Hamilton Borough Council. Invaluable for treating: Californian Thistle, Gorse, Sweet Briar, Blackberry. E. C. DAY, LTD., Waikato Agents. Phones: 1693, 3383. MUSIC. MISS MYRA C. SALTER, A.T.C.L. (Practical). Teacher of PIANOFORTE AND THEORY, has resumed teaching. Residence: 441 Victoria St., Whitiora. DENTISTRY. CRANWELL AND McKENZIE, DENTAL SURGEONS, RAILWAY BUILDINGS, HAMILTON. Mr Cranwell specialising in Extractions and Dentures. Hours: Daily, 9 to 5; Saturday, 9 to 12. Phone 1542. C. F. SHIRLEY, DENTAL SURGEON, ALBANY BUILDINGS, (Next Strand Theatre), HAMILTON. Phone 1797. A. L. YULE, DENTAL SURGEON. Address— Over H. H. Howden's, Jeweller. Phone 1571. T. A. BURTENSHAW, B.D.S., SURGEON DENTIST, KING'S CHAMBERS, Phone 3322. (Next Railway Line) MR. J. G. H. MACKAY, DENTAL SURGEON, SOUTH BRITISH BUILDINGS. Victoria St., Hamilton. Phone 3361. EDUCATIONAL. SUCCESS DEPENDS ON TRAINING. Proficiency in the arts of Shorthand-writing and Typewriting requires a ready knowledge of the Theory, and speed in the practical application to commercial work. The ultimate efficiency of the learner depends on the quality of the instruction. Get specialised individual instruction by enrolling with BRAIN'S COMMERCIAL COLLEGE, 58 Collingwood Street, HAMILTON. And at N.Z. Insce. Bldgs., Auckland. Phone 2054. D. E. DUTHOIT, Principal. INSURANCE. H. G. LOVEGROVE, Consult— CHIEF AGENT, A.M.P. SOCIETY. Re Whole Life, Endowment, Business Partnerships and Probate Assurance Policies. Phones: Private 3366, Office 1702. PAINTERS & DECORATORS. HELLO! HELLO! HELLO! IS THAT 1933? Is that BOOTH & CHAPMAN'S GLASS DEPARTMENT? Do you do GLASS BEVELLING AND POLISHING? You do! Good! Well, my wife wants a Glass Top, with polished edges, for her Toilet Table; can you do it right away? What! You will send it up this afternoon! That's what I call SERVICE. I will certainly recommend— BOOTH AND CHAPMAN, LTD., For GLASS BEVELLING AND POLISHING. TAUPO TOTARA TIMBER CO. Stock the FINEST MOUNTAIN SAWN AND DRESSED TIMBERS— TOTARA, MATAI, RIMU. SAWN TOTARAS—Fencing Droppers, Shingles, Survey Pegs, etc. CASH MATERIALS. WRITE FOR PRICE LIST. Head Office: Putaruru. Phone 2. Telegrams: Totalion. COAL & FIREWOOD. CRAWFORD & CO., TAUPIRI COAL PRICE REDUCTION. 4-ton, kitchen, 11/6, single bag, 4/3; 4-ton Household, 11/-, single bag, 4/9. FOR CASH ONLY; booking 3d per bag. Kindling 1/3 per bag to coal customers, 1/6 otherwise. Coke, Black Wattle, Ti-tree, Manuka Firewood, any length required. Phone 2045. ALOPECIA (bald patches) successfully treated with Brice's Preparations. Michell's, Hairdresser. (8, 34, 144, 1505)
article-text: For 28 years the late gentleman occupied a seat on the Raglan County Council, and for the past 21 years acted as chairman of that body. During his whole period of membership he never missed a single meeting. He represented Raglan County on the Waikato Hospital Board since 1909 and on the retirement of the late Mr J. P. Bailey, in 1924, was unanimously elected chairman, a position he held until his death. He was on the Raglan Harbour Board and was also a member of the Railways Council, a member of the Farmers' Union, a member of the Waikato A. and P. Association, and a member of the Raglan Licensing Bench. Owing to his extensive knowledge of native ruling he was appointed to the commission which sat some years ago to enquire into the problem of native ruling. Prominent in racing circles, he was on executive committees of the Waikato Racing Club and a member of the committee of the Waikato Trotting Club and had been the owner of several well-known trotting horses and latterly of race horses. In addition to his public body duties, Mr Johnstone was also chairman of directors of G. W. Vercoe and Co., Ltd. (703, 856, 832, 1129)
ad-text: Stock the FINEST MOUNTAIN SAWN AND DRESSED TIMBERS— TOTARA, MATAI, RIMU. SAWN TOTARAS—Fencing Droppers, Shingles, Survey Pegs, etc. CASH MATERIALS. WRITE FOR PRICE LIST. Head Office: Putaruru. Phone 2. Telegrams: Totalion. (13, 963, 138, 1039)
weather-station-row: Puysegur Point 46 (290, 665, 407, 674)
personal-item: Judge H. F. Carr, of the Native Land Court, who has been relieving Judge Ayson at Rarotonga, will return to Wellington toward the end of the month. (843, 1302, 972, 1340)
section-heading: SHIPPING. (326, 682, 371, 692)
ad-title: C. F. SHIRLEY, (34, 307, 117, 320)
ad-text: For GLASS BEVELLING AND POLISHING. (13, 913, 138, 933)
ad-text: MRS. E. SAVAGE has vacancies for a limited number of pupils for PIANOFORTE and VIOLIN—TAINUWA STREET, FRANKTON JCN. (149, 323, 274, 370)
local-news-item: There were 7 degrees of frost registered at the Ruakura State Farm this morning. (563, 168, 692, 197)
ad-text: Used by the Hamilton Borough Council. Invaluable for treating: Californian Thistle, Gorse, Sweet Briar, Blackberry. (13, 79, 138, 108)
article-text: "The plain fact remains, however," he added, "that the only cheese available in the British consumer to-day, with a guaranteed minimum fat content of 50 per cent. in the dry matter, is the standardised article produced in New Zealand, and it does appear ridiculous that such cheese must be specially branded while an inferior food product containing as low as 45 per cent. of fat in the dry matter is allowed to be sold as full cream cheese, and used to prejudice what is really a higher grade article." (843, 1055, 972, 1178)
article-text: Mr Bryce Brown said a high compliment to the performers in the championship class for recitalists for boys and girls under 16. He said that it had been an excellent section, and was worthy of any programme. Quite half-a-dozen of the contestants were worthy of a first prize, and all were good. (983, 861, 1101, 946)
ad-title: E. C. DAY, LTD., (31, 108, 120, 121)
weather-station-row: Nugget Point S. 44 (290, 654, 407, 663)
local-news-item: For twenty years Mr T. Clarkin has occupied the position of chief steward of the light horses section at the Waikato Summer Show. At to-day's meeting of the show committee Mr Clarkin intimated that he was not seeking re-appointment and would prefer to give way to a younger man. A hearty vote of thanks was passed to Mr Clarkin for his services and Mr G. Hinton was appointed his successor. (563, 956, 692, 1060)
article-text: Mr Will Hutchens, judge of the music section, made a trenchant remark in delivering his judgment regarding the choir contest. "Why sing "Peace, be still, placissimo?" he asked, "when the words in the hymn are "Fly mercy down the ocean's bed, and lo, the waves and lo, the sea was still." If the words rose higher than the storm they would certainly not be sung pianissimo." (983, 1095, 1101, 1199)
column-5-local (558, 34, 698, 1677)
section-heading: NURSING. (190, 1072, 233, 1082)
portrait-caption: MR CAMPBELL JOHNSTONE. (717, 633, 818, 642)
article-text: The branch premises at Matamata of Willis Brothers, motor dealers, Te Aroha, were entered and £15 was stolen. The intruders gained entry to the front door lock by means of a brace and bit. (983, 1547, 1101, 1604)
section-heading: DENTISTRY. (50, 219, 101, 229)
ad-text: DENTAL SURGEONS, RAILWAY BUILDINGS, HAMILTON. Mr Cranwell specialising in Extractions and Dentures. Hours: Daily, 9 to 5; Saturday, 9 to 12. Phone 1542. (13, 253, 138, 301)
article-text: A new chapter in China's history of internecine strife is suggested by the news that the Manchurian War Lord, Chang Hsueh Liang, has seized something in the nature of an ultimatum to the North and South China militarists, as a result of this it is rumoured that the combatants at Tientsin, at the Nanking Government and Marshal Feng Yu-hsiang and General Yen Shi-Shan, co-heads of the Peking regime, are about to withdraw and retire from their activities. So meagre is the news contained in the cable that it is hard to assess the reason for this sudden proposed act of virtue on the part of two such notorious self-seeking rascals as Chiang and Feng. By their past list of nefarious deeds neither can be trusted, any promises they may make can only be regarded with the gravest of suspicion. Yen is a man of different calibre, one who could accomplish a great deal for China if he were only in better company. No intimation is given of what is behind Chang's threat and therefore one can only surmise. Manchuria since the time that the present ruler's father came into power has enjoyed a period of peace, good government, and comparative prosperity in direct contrast to unfortunate China. Her territory has not been crossed by warring factions, except in the case of the Soviet troops during the dispute over the Chinese Eastern Railway. Ones to twice Chang the elder, sallied forth at the head of his troops into Chinese territory, but returned to Mukden without accomplishing his desires. For the last occasion he was travelling from Peking to Mukden this great man fell to the hand of an assassin. His son following him assumed control of a country placed on a sound basis by his father. To the son now, save evidence that he had by no means the character of any of the other good qualities of his parent. For a time Manchuria's prospects were uncertain, then wiser counsels among the older generation persuaded Chang to give ear to their advice and tranquillity and security were restored. The policy of the father was not to build up China one fashion, a huge tribute of an army, but only one which the country could afford to see equipped on modern lines and efficiently trained. The policy has been continued, and north of the great wall of China whence come China's best soldiers a modern force of infantry, cavalry, and aviators has been steadily growing into an efficient fighting force. Aeroplanes, tanks, armoured cars, machine guns, and all the modern adjuncts of war have been accumulating in Manchuria. Probably preparations have reached a stage where the Manchurians feel they need have no fears of any repetitions of China. The Chinese previous expeditions into China. The moment to strike (423, 911, 552, 1560)
local-news-item: Beautiful Costumes and Coats in the new Spring suitings are now being sold at 49/6, the result of a special purchase by Hooker & Kingdon Ltd. These garments are really worth double the price asked but as this purchase is in addition to the firm's already extensive buying for spring and summer—they are being sold at a price to turnover quickly. Included in the above purchase are some charming models in Ladies' Silk Coats in various colours, including Black and Navy—these are worth 17/11/- to £10/10/- each, but are specially priced at 67/6. Call early and see the finest showroom values offering in town. Hooker & Kingdon Ltd. (563, 1507, 692, 1659)
local-news-item: The question of constructing a glider from free lock was discussed at a meeting of the recently-formed Nanawalu Gliding Club at Palmerston North, when it was decided to proceed with the proposal. It was pointed out by members that an imported machine would cost about £50 landed in New Zealand, compared with £11 for a club-built glider. The former, however, would be a fully-tested machine, constructed by aircraft men backed by experience. (563, 1276, 692, 1389)
